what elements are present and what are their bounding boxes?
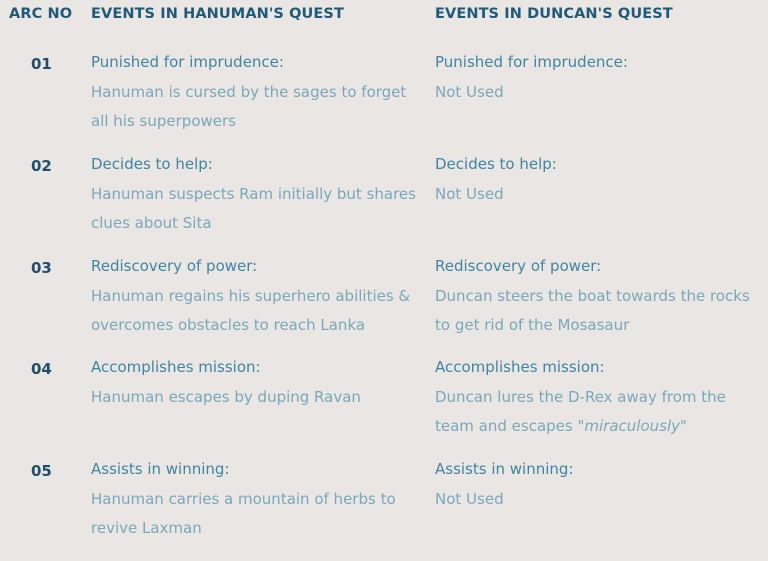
header-duncan-quest: EVENTS IN DUNCAN'S QUEST [435, 6, 673, 22]
event-title: Punished for imprudence: [91, 53, 284, 71]
header-hanuman-quest: EVENTS IN HANUMAN'S QUEST [91, 6, 344, 22]
event-title: Assists in winning: [91, 460, 230, 478]
event-description-line: Not Used [435, 489, 504, 508]
arc-number: 02 [31, 157, 52, 175]
event-description-line [435, 412, 726, 442]
event-description-line: to get rid of the Mosasaur [435, 316, 630, 334]
event-title: Punished for imprudence: [435, 53, 628, 71]
duncan-event [435, 252, 750, 341]
event-title: Rediscovery of power: [91, 257, 258, 275]
event-title: Assists in winning: [435, 460, 574, 478]
event-title: Decides to help: [435, 155, 557, 173]
event-description-line: Duncan steers the boat towards the rocks [435, 286, 750, 305]
event-description-line: Hanuman regains his superhero abilities & [91, 286, 411, 305]
arc-number: 03 [31, 259, 52, 277]
event-description-line: Duncan lures the D-Rex away from the [435, 387, 726, 406]
event-description-text: team and escapes [435, 417, 578, 435]
duncan-event [435, 48, 628, 107]
event-description-line: Hanuman suspects Ram initially but shares [91, 184, 416, 203]
arc-number: 04 [31, 360, 52, 378]
event-description-line: Not Used [435, 184, 504, 203]
duncan-event [435, 353, 726, 442]
hanuman-event [91, 48, 406, 137]
header-arc-no: ARC NO [9, 6, 73, 22]
event-description-line: Hanuman carries a mountain of herbs to [91, 489, 396, 508]
arc-number: 01 [31, 55, 52, 73]
hanuman-event [91, 150, 416, 239]
event-description-emphasis: "miraculously" [577, 417, 687, 435]
event-description-line: Hanuman is cursed by the sages to forget [91, 82, 407, 101]
event-description-line: revive Laxman [91, 519, 202, 537]
event-title: Accomplishes mission: [91, 358, 261, 376]
event-description-line: clues about Sita [91, 214, 212, 232]
event-title: Decides to help: [91, 155, 213, 173]
event-description-line: all his superpowers [91, 112, 236, 130]
event-description-line: Not Used [435, 82, 504, 101]
event-description-line: overcomes obstacles to reach Lanka [91, 316, 366, 334]
hanuman-event [91, 455, 396, 544]
duncan-event [435, 455, 573, 514]
duncan-event [435, 150, 557, 209]
arc-number: 05 [31, 462, 52, 480]
hanuman-event [91, 353, 361, 412]
hanuman-event [91, 252, 410, 341]
event-description-line: Hanuman escapes by duping Ravan [91, 387, 361, 406]
event-title: Rediscovery of power: [435, 257, 602, 275]
event-title: Accomplishes mission: [435, 358, 605, 376]
